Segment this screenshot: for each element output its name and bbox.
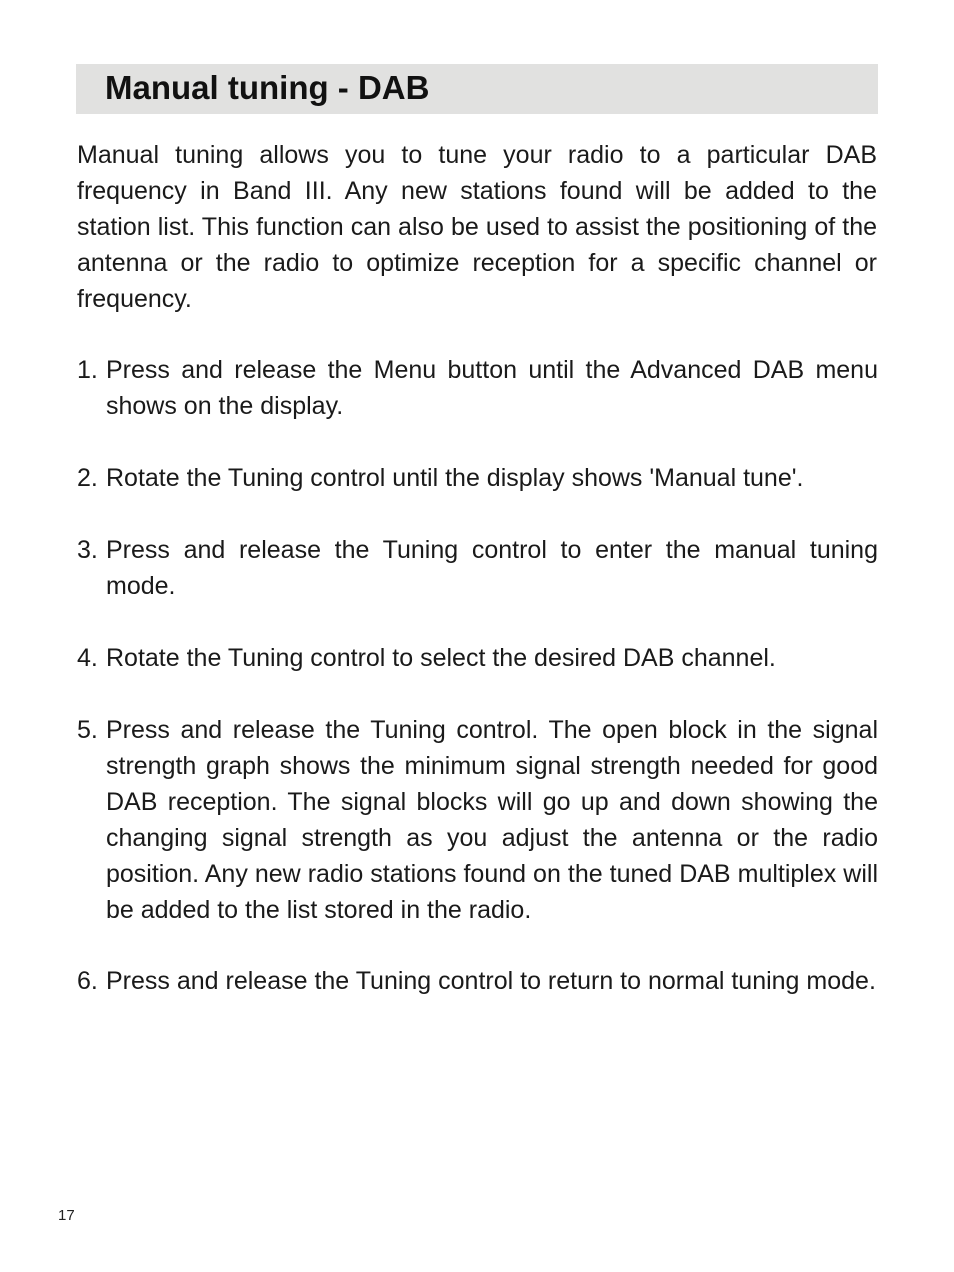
step-number: 4. — [77, 644, 98, 672]
step-item — [77, 460, 878, 496]
step-item — [77, 712, 878, 928]
step-number: 1. — [77, 356, 98, 384]
step-text: Press and release the Tuning control to return to normal tuning mode. — [106, 967, 876, 995]
step-text: Press and release the Tuning control to enter the manual tuning mode. — [106, 536, 878, 600]
step-text: Rotate the Tuning control to select the desired DAB channel. — [106, 644, 776, 672]
step-number: 2. — [77, 464, 98, 492]
step-item — [77, 532, 878, 604]
intro-paragraph: Manual tuning allows you to tune your radio to a particular DAB frequency in Band III. Any new stations found will be added to the station list. This function can also be used to assist the positioning of the antenna or the radio to optimize reception for a specific channel or frequency. — [77, 141, 877, 313]
step-number: 3. — [77, 536, 98, 564]
step-item — [77, 352, 878, 424]
section-header-bar — [76, 64, 878, 114]
step-text: Rotate the Tuning control until the display shows 'Manual tune'. — [106, 464, 804, 492]
step-item — [77, 640, 878, 676]
step-item — [77, 963, 878, 999]
page-number: 17 — [58, 1207, 75, 1224]
step-number: 5. — [77, 716, 98, 744]
step-text: Press and release the Menu button until the Advanced DAB menu shows on the display. — [106, 356, 878, 420]
page-title: Manual tuning - DAB — [105, 69, 430, 106]
step-number: 6. — [77, 967, 98, 995]
step-text: Press and release the Tuning control. The open block in the signal strength graph shows the minimum signal strength needed for good DAB reception. The signal blocks will go up and down showing the changing signal strength as you adjust the antenna or the radio position. Any new radio stations found on the tuned DAB multiplex will be added to the list stored in the radio. — [106, 716, 878, 924]
